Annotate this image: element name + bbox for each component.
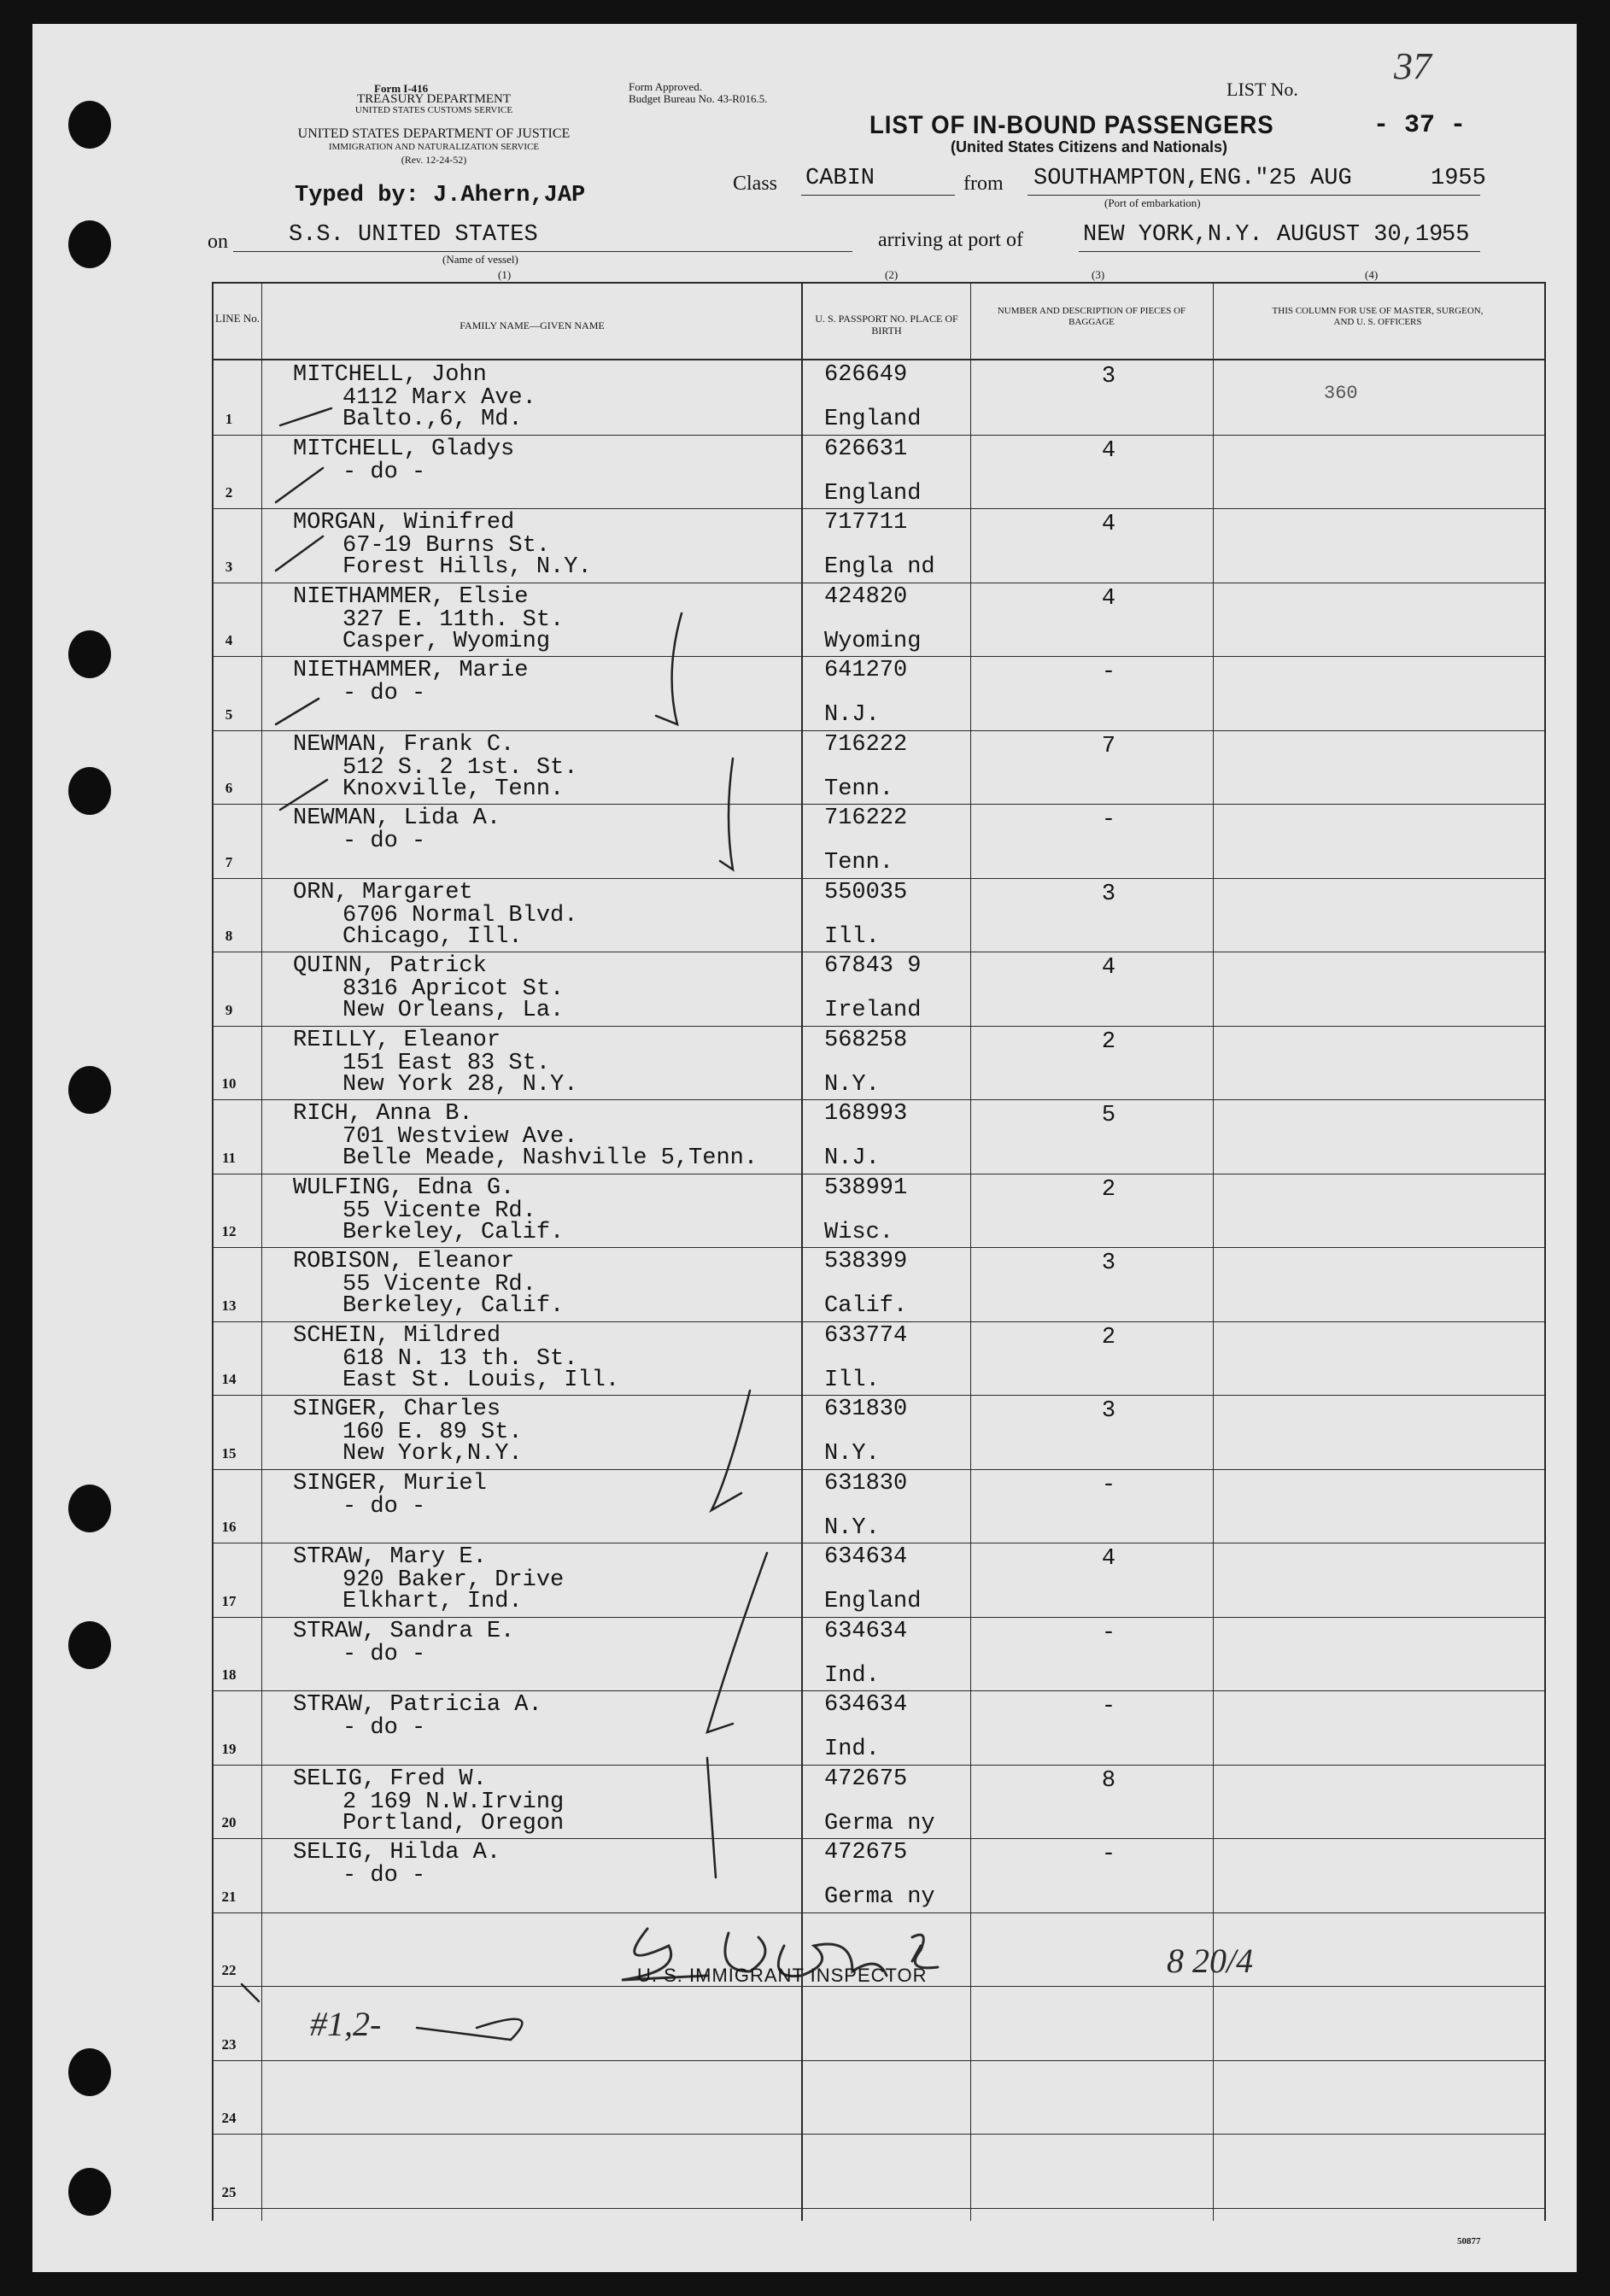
ins-service: IMMIGRATION AND NATURALIZATION SERVICE [328,142,540,152]
place-of-birth: England [824,481,922,507]
passenger-name: NEWMAN, Lida A. [293,805,501,831]
passenger-city: Portland, Oregon [342,1811,565,1836]
line-number: 23 [221,2036,237,2053]
line-number: 22 [221,1962,237,1978]
revision-date: (Rev. 12-24-52) [401,154,467,166]
passenger-name: SINGER, Charles [293,1397,501,1422]
passenger-city: Casper, Wyoming [342,629,551,654]
passport-number: 568258 [824,1028,908,1053]
passport-number: 424820 [824,584,908,610]
baggage-count: 4 [1101,586,1116,612]
header-line-no: LINE No. [215,312,260,325]
passenger-city: Forest Hills, N.Y. [342,554,592,580]
inspector-caption: U. S. IMMIGRANT INSPECTOR [637,1965,928,1986]
line-number: 5 [225,706,233,723]
baggage-count: 4 [1101,1546,1116,1572]
line-number: 3 [225,559,233,575]
place-of-birth: N.J. [824,702,880,728]
vessel-name: S.S. UNITED STATES [289,222,538,248]
passenger-name: REILLY, Eleanor [293,1028,501,1053]
line-number: 21 [221,1889,237,1905]
passenger-name: NEWMAN, Frank C. [293,732,515,758]
passenger-name: MITCHELL, John [293,362,487,388]
place-of-birth: England [824,407,922,432]
place-of-birth: Ireland [824,998,922,1023]
place-of-birth: Ill. [824,924,880,950]
place-of-birth: N.Y. [824,1072,880,1098]
form-approved: Form Approved. [629,80,702,93]
arrival-year: 55 [1442,222,1470,248]
passenger-address: - do - [342,460,426,485]
footer-code: 50877 [1457,2236,1481,2246]
passenger-city: New York 28, N.Y. [342,1072,578,1098]
vessel-caption: (Name of vessel) [442,253,518,266]
passenger-address: 55 Vicente Rd. [342,1198,536,1224]
passenger-name: MITCHELL, Gladys [293,436,515,462]
col-num-3: (3) [1092,268,1105,281]
line-number: 16 [221,1519,237,1535]
passenger-name: SELIG, Hilda A. [293,1840,501,1866]
line-number: 18 [221,1666,237,1683]
header-family-name: FAMILY NAME—GIVEN NAME [460,319,605,331]
passenger-address: 6706 Normal Blvd. [342,903,578,928]
passport-number: 626631 [824,436,908,462]
line-number: 6 [225,780,233,796]
line-number: 8 [225,928,233,944]
place-of-birth: N.Y. [824,1515,880,1541]
passenger-city: Berkeley, Calif. [342,1293,565,1319]
passenger-address: 2 169 N.W.Irving [342,1789,565,1815]
passenger-address: - do - [342,1642,426,1667]
line-number: 15 [221,1445,237,1461]
passenger-city: New York,N.Y. [342,1441,523,1467]
passenger-address: 8316 Apricot St. [342,976,565,1002]
baggage-count: 4 [1101,955,1116,981]
passenger-city: Berkeley, Calif. [342,1220,565,1245]
passenger-address: - do - [342,1863,426,1889]
passport-number: 631830 [824,1397,908,1422]
place-of-birth: N.Y. [824,1441,880,1467]
line-number: 1 [225,411,233,427]
passenger-name: RICH, Anna B. [293,1101,473,1127]
baggage-count: 3 [1101,1250,1116,1276]
line-number: 19 [221,1741,237,1757]
passenger-name: NIETHAMMER, Marie [293,658,529,683]
passenger-address: 920 Baker, Drive [342,1567,565,1593]
place-of-birth: Wyoming [824,629,922,654]
line-number: 4 [225,632,233,648]
budget-bureau: Budget Bureau No. 43-R016.5. [629,92,768,105]
embarkation-year: 1955 [1431,166,1486,191]
port-of-embarkation: SOUTHAMPTON,ENG."25 AUG [1033,166,1352,191]
passenger-city: Belle Meade, Nashville 5,Tenn. [342,1145,758,1171]
baggage-count: - [1101,1842,1116,1867]
passenger-name: NIETHAMMER, Elsie [293,584,529,610]
passenger-city: Balto.,6, Md. [342,407,523,432]
passport-number: 472675 [824,1840,908,1866]
passport-number: 550035 [824,880,908,905]
baggage-count: - [1101,1694,1116,1719]
header-passport: U. S. PASSPORT NO. PLACE OF BIRTH [815,313,958,337]
passenger-address: 151 East 83 St. [342,1051,551,1076]
header-baggage: NUMBER AND DESCRIPTION OF PIECES OF BAGGAGE [997,306,1186,327]
passenger-address: 4112 Marx Ave. [342,385,536,411]
passenger-address: 512 S. 2 1st. St. [342,755,578,781]
list-no-handwritten: 37 [1394,45,1431,87]
baggage-count: 3 [1101,1398,1116,1424]
passenger-address: - do - [342,1715,426,1741]
place-of-birth: N.J. [824,1145,880,1171]
col-num-4: (4) [1365,268,1379,281]
treasury-dept: TREASURY DEPARTMENT [356,92,512,106]
passenger-city: New Orleans, La. [342,998,565,1023]
line-number: 25 [221,2184,237,2200]
passenger-city: Chicago, Ill. [342,924,523,950]
baggage-count: 2 [1101,1325,1116,1350]
passport-number: 631830 [824,1471,908,1496]
customs-service: UNITED STATES CUSTOMS SERVICE [354,105,513,115]
baggage-count: 2 [1101,1029,1116,1055]
baggage-count: - [1101,659,1116,685]
passport-number: 538991 [824,1175,908,1201]
port-of-arrival: NEW YORK,N.Y. AUGUST 30,19 [1083,222,1443,248]
passenger-name: WULFING, Edna G. [293,1175,515,1201]
line-number: 13 [221,1297,237,1314]
line-number: 12 [221,1223,237,1239]
passenger-city: East St. Louis, Ill. [342,1368,620,1393]
on-label: on [208,231,228,253]
typed-by: Typed by: J.Ahern,JAP [295,183,586,208]
line-number: 20 [221,1814,237,1830]
col-num-2: (2) [885,268,899,281]
place-of-birth: England [824,1589,922,1614]
passenger-city: Knoxville, Tenn. [342,776,565,802]
baggage-count: - [1101,807,1116,833]
passport-number: 716222 [824,805,908,831]
passenger-name: MORGAN, Winifred [293,510,515,536]
passenger-address: 160 E. 89 St. [342,1420,523,1445]
passenger-name: STRAW, Mary E. [293,1544,487,1570]
passport-number: 168993 [824,1101,908,1127]
line-number: 24 [221,2110,237,2126]
place-of-birth: Engla nd [824,554,935,580]
port-caption: (Port of embarkation) [1104,196,1201,209]
baggage-count: 4 [1101,438,1116,464]
line-number: 9 [225,1002,233,1018]
passenger-name: ORN, Margaret [293,880,473,905]
passport-number: 633774 [824,1323,908,1349]
line-number: 17 [221,1593,237,1609]
passport-number: 634634 [824,1692,908,1718]
passport-number: 472675 [824,1766,908,1792]
class-label: Class [733,173,778,195]
baggage-count: - [1101,1473,1116,1498]
passenger-address: 67-19 Burns St. [342,533,551,559]
list-number: - 37 - [1373,111,1467,140]
list-no-label: LIST No. [1227,79,1298,100]
passport-number: 626649 [824,362,908,388]
passport-number: 641270 [824,658,908,683]
from-label: from [963,173,1004,195]
passenger-address: 327 E. 11th. St. [342,607,565,633]
passenger-name: STRAW, Sandra E. [293,1619,515,1644]
place-of-birth: Tenn. [824,776,894,802]
baggage-count: - [1101,1620,1116,1646]
arriving-label: arriving at port of [878,229,1023,251]
passenger-city: Elkhart, Ind. [342,1589,523,1614]
baggage-count: 3 [1101,364,1116,390]
document-title: LIST OF IN-BOUND PASSENGERS [869,111,1274,139]
form-number: Form I-416 [374,82,429,95]
passport-number: 717711 [824,510,908,536]
baggage-count: 8 [1101,1768,1116,1794]
passenger-name: QUINN, Patrick [293,953,487,979]
baggage-count: 3 [1101,882,1116,907]
baggage-count: 2 [1101,1177,1116,1203]
passport-number: 538399 [824,1249,908,1274]
line-number: 2 [225,484,233,501]
baggage-count: 5 [1101,1103,1116,1128]
passenger-name: SELIG, Fred W. [293,1766,487,1792]
passenger-name: SCHEIN, Mildred [293,1323,501,1349]
passenger-address: - do - [342,681,426,706]
passenger-address: - do - [342,829,426,854]
place-of-birth: Calif. [824,1293,908,1319]
passport-number: 634634 [824,1619,908,1644]
manifest-page [32,24,1577,2272]
place-of-birth: Ind. [824,1737,880,1762]
place-of-birth: Wisc. [824,1220,894,1245]
baggage-count: 7 [1101,734,1116,759]
place-of-birth: Ill. [824,1368,880,1393]
line-number: 10 [221,1075,237,1092]
passport-number: 716222 [824,732,908,758]
place-of-birth: Tenn. [824,850,894,876]
justice-dept: UNITED STATES DEPARTMENT OF JUSTICE [297,126,571,141]
handwritten-note: #1,2- [310,2005,382,2043]
col-num-1: (1) [498,268,512,281]
line-number: 11 [221,1150,237,1166]
passenger-address: 701 Westview Ave. [342,1124,578,1150]
place-of-birth: Germa ny [824,1811,935,1836]
passenger-address: - do - [342,1494,426,1520]
header-officers: THIS COLUMN FOR USE OF MASTER, SURGEON, AND U. S. OFFICERS [1272,306,1484,327]
place-of-birth: Germa ny [824,1884,935,1910]
document-subtitle: (United States Citizens and Nationals) [951,138,1228,155]
line-number: 7 [225,854,233,870]
passenger-address: 618 N. 13 th. St. [342,1346,578,1372]
line-number: 14 [221,1371,237,1387]
place-of-birth: Ind. [824,1663,880,1689]
passport-number: 634634 [824,1544,908,1570]
passenger-name: STRAW, Patricia A. [293,1692,542,1718]
passenger-name: ROBISON, Eleanor [293,1249,515,1274]
passenger-name: SINGER, Muriel [293,1471,487,1496]
baggage-count: 4 [1101,512,1116,537]
class-value: CABIN [805,166,875,191]
passport-number: 67843 9 [824,953,922,979]
officer-note: 360 [1324,383,1358,404]
handwritten-marks [32,24,1577,2272]
signature-date: 8 20/4 [1167,1942,1254,1980]
passenger-address: 55 Vicente Rd. [342,1272,536,1297]
